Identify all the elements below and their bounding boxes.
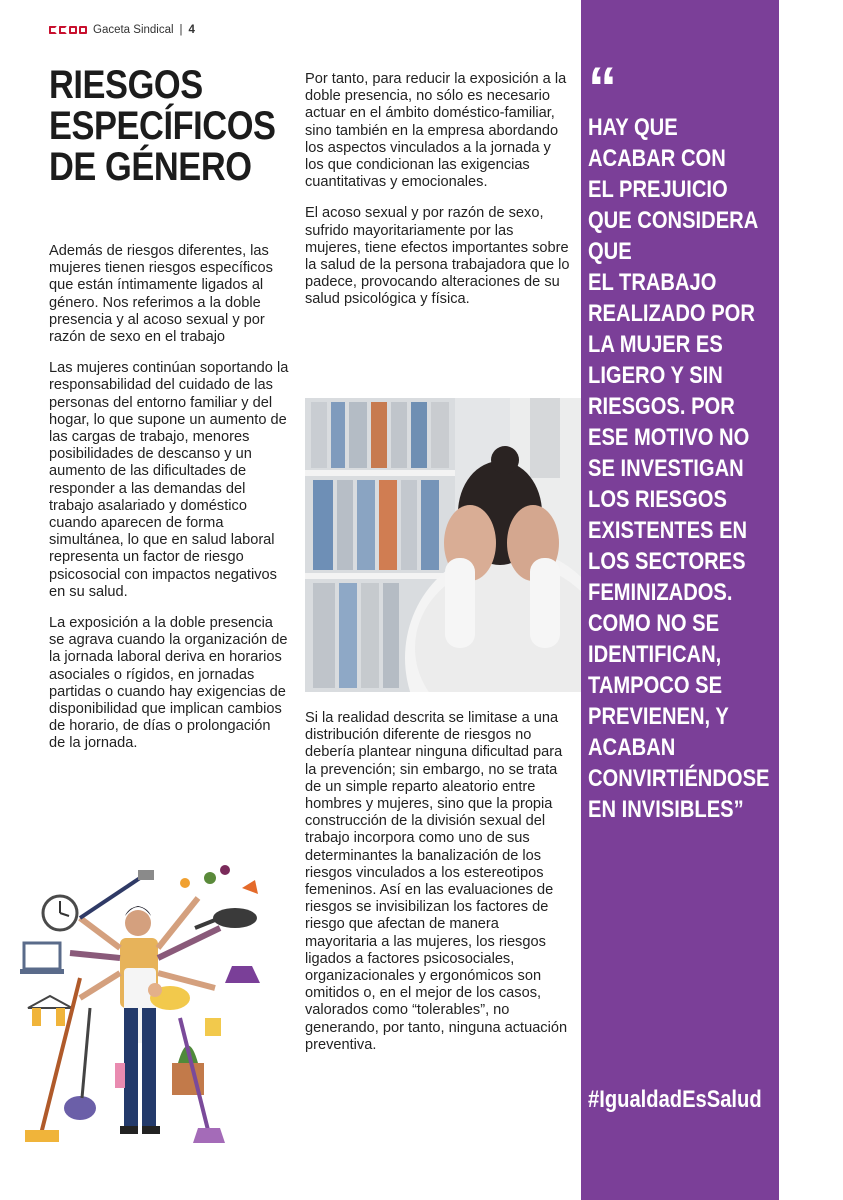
- paragraph: El acoso sexual y por razón de sexo, sufrido mayoritariamente por las mujeres, tiene efectos importantes sobre la salud de la persona trabajadora que lo padece, provocando alteraciones de su salud psicológica y física.: [305, 205, 570, 308]
- page-header: [49, 24, 195, 36]
- opening-quote-mark: “: [588, 56, 617, 121]
- publication-name: Gaceta Sindical: [93, 24, 174, 36]
- hashtag: #IgualdadEsSalud: [588, 1086, 762, 1113]
- ccoo-logo-icon: [49, 26, 87, 34]
- article-title: RIESGOS ESPECÍFICOS DE GÉNERO: [49, 63, 276, 189]
- paragraph: La exposición a la doble presencia se agrava cuando la organización de la jornada laboral deriva en horarios asociales o rígidos, en jornadas partidas o cuando hay exigencias de disponibilidad que implican cambios de horario, de días o prolongación de la jornada.: [49, 615, 288, 752]
- multitasking-woman-illustration: [20, 858, 270, 1148]
- paragraph: Las mujeres continúan soportando la responsabilidad del cuidado de las personas del entorno familiar y del hogar, lo que supone un aumento de las cargas de trabajo, menores posibilidades de descanso y un aumento de las dificultades de responder a las demandas del trabajo asalariado y doméstico cuando aparecen de forma simultánea, lo que en salud laboral representa un factor de riesgo psicosocial con impactos negativos en su salud.: [49, 360, 289, 600]
- left-column: [49, 243, 289, 767]
- middle-column-top: [305, 71, 570, 323]
- pull-quote: HAY QUE ACABAR CON EL PREJUICIO QUE CONSIDERA QUE EL TRABAJO REALIZADO POR LA MUJER ES LIGERO Y SIN RIESGOS. POR ESE MOTIVO NO SE INVESTIGAN LOS RIESGOS EXISTENTES EN LOS SECTORES FEMINIZADOS. COMO NO SE IDENTIFICAN, TAMPOCO SE PREVIENEN, Y ACABAN CONVIRTIÉNDOSE EN INVISIBLES”: [588, 114, 770, 823]
- paragraph: Además de riesgos diferentes, las mujeres tienen riesgos específicos que están íntimamente ligados al género. Nos referimos a la doble presencia y al acoso sexual y por razón de sexo en el trabajo: [49, 243, 273, 346]
- paragraph: Si la realidad descrita se limitase a una distribución diferente de riesgos no debería plantear ninguna dificultad para la prevención; sin embargo, no se trata de un simple reparto aleatorio entre hombres y mujeres, sino que la propia construcción de la división sexual del trabajo incorpora como uno de sus determinantes la banalización de los riesgos vinculados a los estereotipos femeninos. Así en las evaluaciones de riesgos se invisibilizan los factores de riesgo que afectan de manera mayoritaria a las mujeres, los riesgos ligados a factores psicosociales, organizacionales y ergonómicos son omitidos o, en el mejor de los casos, valorados como “tolerables”, no generando, por tanto, ninguna actuación preventiva.: [305, 710, 568, 1053]
- paragraph: Por tanto, para reducir la exposición a la doble presencia, no sólo es necesario actuar en el ámbito doméstico-familiar, sino también en la empresa abordando los aspectos vinculados a la jornada y los que condicionan las exigencias cuantitativas y emocionales.: [305, 71, 567, 191]
- middle-column-bottom: [305, 710, 570, 1068]
- header-separator: |: [179, 24, 183, 36]
- stressed-woman-photo: [305, 398, 581, 692]
- page-number: 4: [188, 24, 195, 36]
